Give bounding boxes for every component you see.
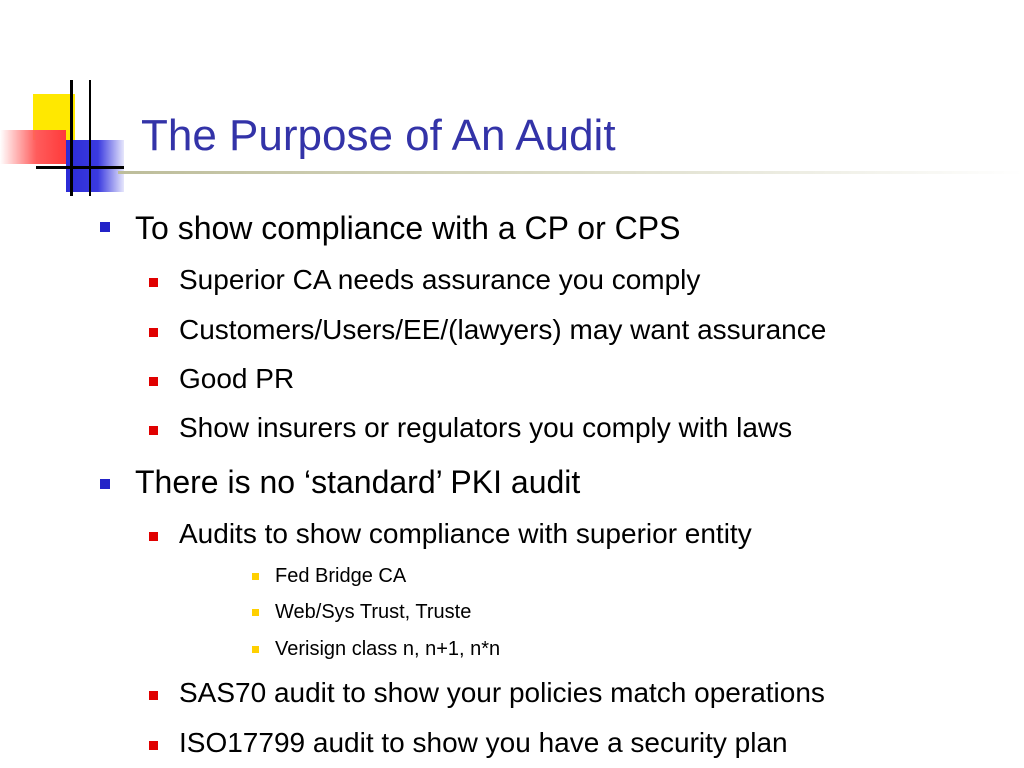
bullet-text: Good PR bbox=[179, 363, 295, 394]
square-bullet-icon bbox=[149, 426, 158, 435]
square-bullet-icon bbox=[149, 328, 158, 337]
slide-title: The Purpose of An Audit bbox=[141, 111, 616, 160]
square-bullet-icon bbox=[100, 222, 110, 232]
square-bullet-icon bbox=[149, 377, 158, 386]
bullet-text: To show compliance with a CP or CPS bbox=[135, 210, 681, 246]
decorative-logo-graphic bbox=[0, 0, 140, 200]
square-bullet-icon bbox=[252, 646, 259, 653]
square-bullet-icon bbox=[149, 532, 158, 541]
square-bullet-icon bbox=[149, 741, 158, 750]
bullet-text: Audits to show compliance with superior entity bbox=[179, 518, 752, 549]
title-underline bbox=[118, 171, 1024, 174]
bullet-text: SAS70 audit to show your policies match operations bbox=[179, 677, 825, 708]
bullet-text: Customers/Users/EE/(lawyers) may want assurance bbox=[179, 314, 827, 345]
logo-horizontal-line bbox=[36, 166, 124, 169]
square-bullet-icon bbox=[252, 573, 259, 580]
square-bullet-icon bbox=[149, 691, 158, 700]
bullet-text: Verisign class n, n+1, n*n bbox=[275, 638, 501, 660]
bullet-text: Superior CA needs assurance you comply bbox=[179, 264, 701, 295]
logo-vertical-line bbox=[89, 80, 91, 196]
square-bullet-icon bbox=[252, 609, 259, 616]
bullet-text: There is no ‘standard’ PKI audit bbox=[135, 464, 581, 500]
logo-red-bar bbox=[0, 130, 66, 164]
bullet-text: Show insurers or regulators you comply with laws bbox=[179, 412, 793, 443]
square-bullet-icon bbox=[100, 479, 110, 489]
logo-vertical-line bbox=[70, 80, 73, 196]
bullet-text: Fed Bridge CA bbox=[275, 565, 407, 587]
bullet-text: Web/Sys Trust, Truste bbox=[275, 601, 472, 623]
bullet-text: ISO17799 audit to show you have a security plan bbox=[179, 727, 788, 758]
square-bullet-icon bbox=[149, 278, 158, 287]
